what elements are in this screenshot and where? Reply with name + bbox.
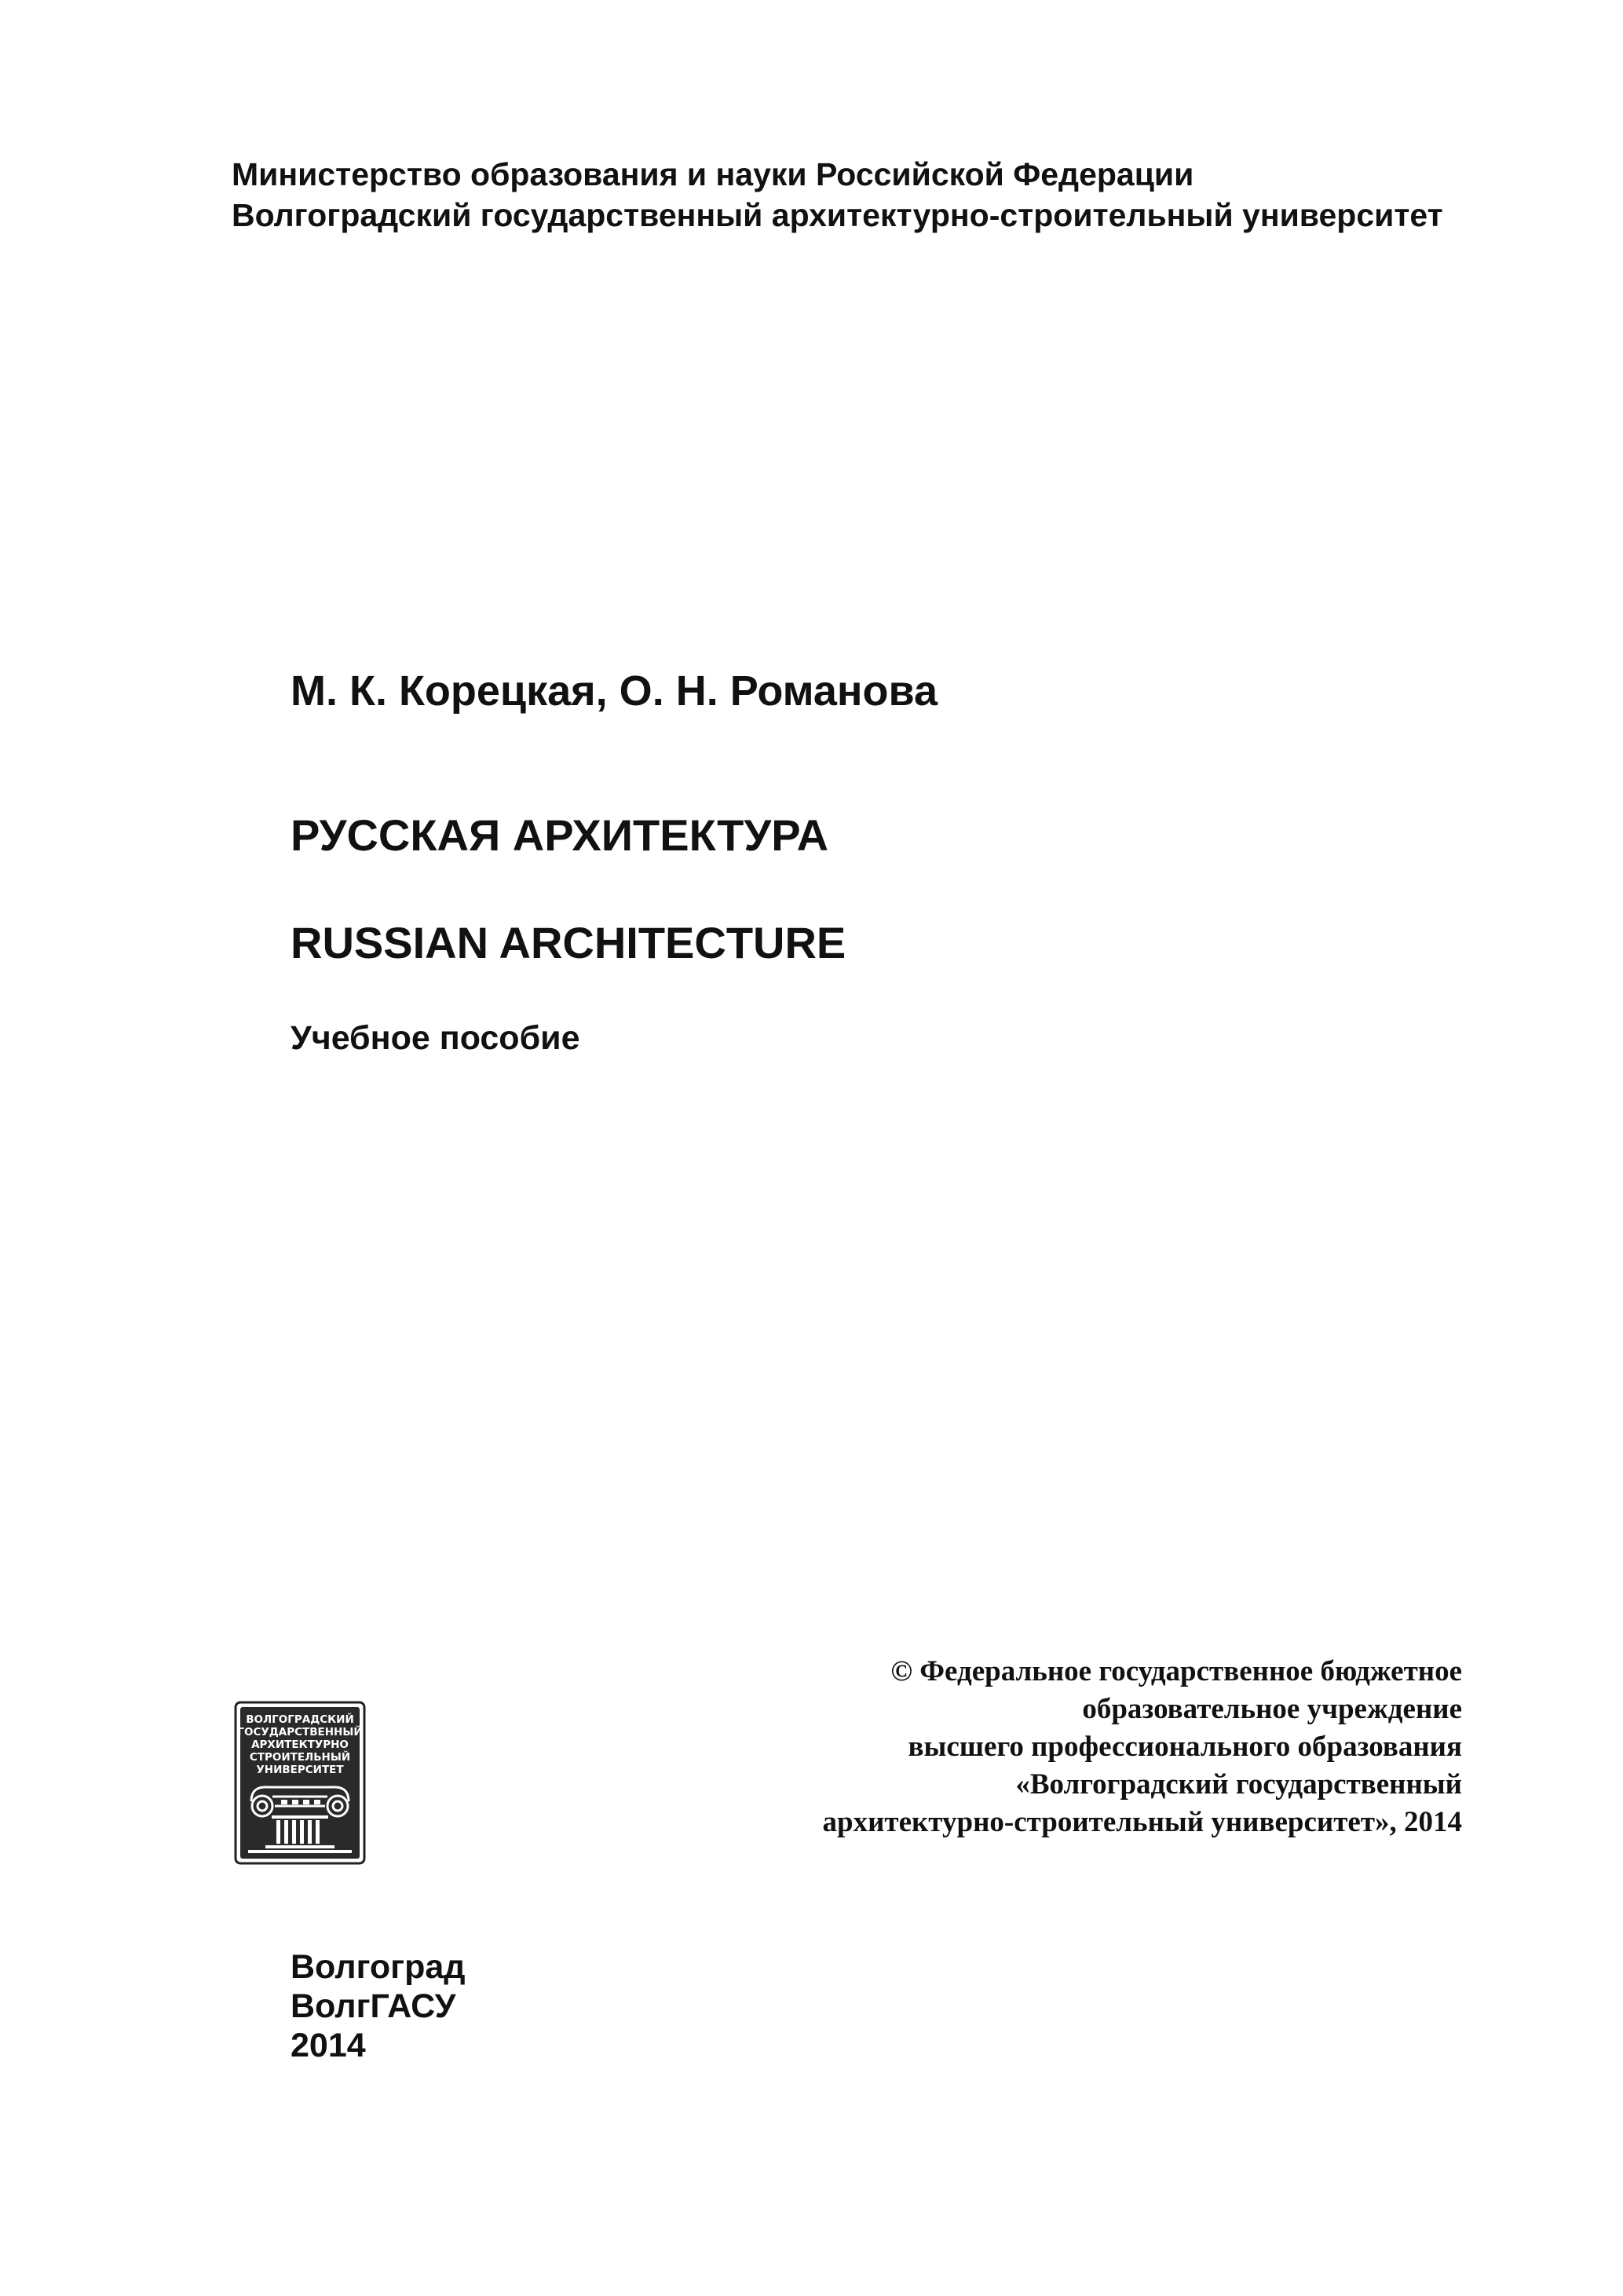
imprint-year: 2014 [291, 2027, 366, 2064]
ministry-line: Министерство образования и науки Российской Федерации [232, 156, 1194, 192]
copyright-line: © Федеральное государственное бюджетное [890, 1655, 1462, 1687]
subtitle: Учебное пособие [291, 1019, 580, 1057]
logo-line-1: ВОЛГОГРАДСКИЙ [246, 1713, 354, 1726]
logo-line-5: УНИВЕРСИТЕТ [256, 1764, 344, 1776]
university-logo [234, 1701, 366, 1865]
copyright-line: архитектурно-строительный университет», 2014 [822, 1806, 1462, 1838]
header-institution [232, 154, 1443, 236]
logo-line-2: ГОСУДАРСТВЕННЫЙ [237, 1726, 363, 1738]
logo-line-3: АРХИТЕКТУРНО [251, 1738, 349, 1751]
copyright-line: высшего профессионального образования [908, 1731, 1462, 1763]
imprint [291, 1947, 466, 2065]
title-russian: РУССКАЯ АРХИТЕКТУРА [291, 810, 829, 860]
title-english: RUSSIAN ARCHITECTURE [291, 918, 846, 967]
authors: М. К. Корецкая, О. Н. Романова [291, 667, 938, 715]
imprint-city: Волгоград [291, 1948, 466, 1986]
logo-line-4: СТРОИТЕЛЬНЫЙ [249, 1751, 351, 1764]
copyright-line: «Волгоградский государственный [1015, 1768, 1462, 1801]
university-line: Волгоградский государственный архитектурно-строительный университет [232, 197, 1443, 233]
imprint-publisher: ВолгГАСУ [291, 1987, 456, 2025]
copyright-line: образовательное учреждение [1082, 1693, 1462, 1725]
copyright-block [823, 1653, 1463, 1841]
university-column-capital-icon [234, 1701, 366, 1865]
